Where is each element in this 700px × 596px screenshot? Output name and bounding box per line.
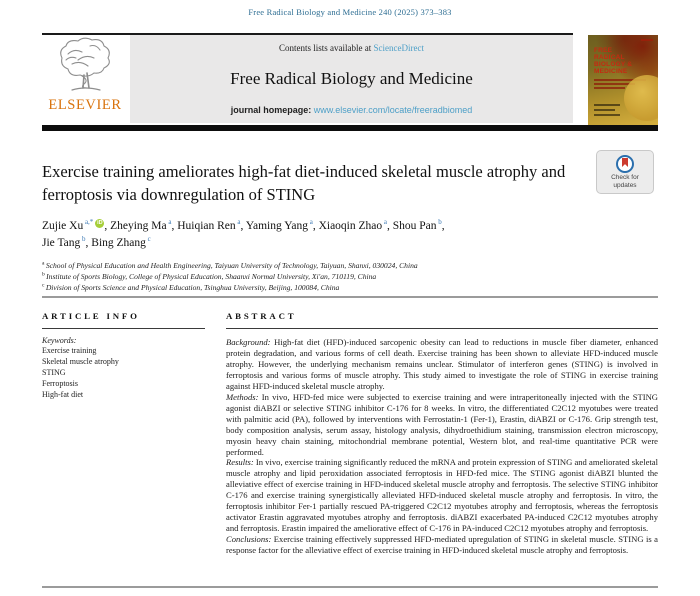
keyword: Exercise training	[42, 346, 97, 355]
author-list: Zujie Xu $^{a,*}$ iD , Zheying Ma $^a$, Huiqian Ren $^a$, Yaming Yang $^a$, Xiaoqin Zhao $^a$, Shou Pan $^b$, Jie Tang $^b$, Bing Zhang $^c$	[42, 218, 445, 249]
cover-subtitle-lines	[594, 79, 646, 91]
author: Zujie Xu $^{a,*}$ iD	[42, 218, 103, 232]
author: Shou Pan $^b$	[392, 218, 442, 232]
keywords-list	[42, 345, 205, 400]
keywords-label: Keywords:	[42, 336, 77, 345]
section-divider-top	[42, 296, 658, 298]
author: Zheying Ma $^a$	[110, 218, 172, 232]
keyword: Skeletal muscle atrophy	[42, 357, 119, 366]
article-info-heading: ARTICLE INFO	[42, 311, 140, 321]
check-for-updates-badge[interactable]	[596, 150, 654, 194]
abstract-rule	[226, 328, 658, 329]
badge-label: Check for updates	[611, 174, 639, 190]
keyword: High-fat diet	[42, 390, 84, 399]
abstract-section: Conclusions: Exercise training effectively suppressed HFD-mediated upregulation of STING in skeletal muscle. STING is a response factor for the alleviative effect of exercise training in HFD-induced skeletal muscle atrophy and ferroptosis.	[226, 534, 658, 556]
abstract-section: Results: In vivo, exercise training significantly reduced the mRNA and protein expression of STING and ameliorated skeletal muscle atrophy and lipid peroxidation associated ferroptosis in HFD-fed mice. The STING agonist diABZI blunted the alleviative effect of exercise training in HFD-induced skeletal muscle atrophy and ferroptosis. The selective STING inhibitor C-176 and exercise training synergistically alleviated HFD-induced skeletal muscle atrophy and ferroptosis. In vitro, the ferroptosis inhibitor Fer-1 partially rescued PA-triggered C2C12 myotubes atrophy and ferroptosis, whereas the ferroptosis activator Erastin aggravated myotubes atrophy and ferroptosis. diABZI exacerbated PA-induced C2C12 myotubes atrophy and ferroptosis. Erastin impaired the ameliorative effect of C-176 in PA-induced C2C12 myotubes atrophy and ferroptosis.	[226, 457, 658, 534]
abstract-section: Background: High-fat diet (HFD)-induced sarcopenic obesity can lead to reductions in muscle fiber diameter, enhanced protein degradation, and various forms of cell death. Exercise training has been shown to alleviate HFD-induced muscle atrophy. However, the underlying mechanism remains unclear. Stimulator of interferon genes (STING) is involved in ferroptosis and various forms of muscle atrophy. This study aimed to investigate the role of STING in exercise training against HFD-induced skeletal muscle atrophy.	[226, 337, 658, 391]
article-info-column	[42, 311, 205, 400]
abstract-section: Methods: In vivo, HFD-fed mice were subjected to exercise training and were intraperitoneally injected with the STING agonist diABZI or selective STING inhibitor C-176 for 8 weeks. In vitro, the differentiated C2C12 myotubes were treated with palmitic acid (PA), followed by interventions with Ferrostatin-1 (Fer-1), Erastin, diABZI or C-176. Grip strength test, body composition analysis, serum assay, histology analysis, dihydroethidium staining, transmission electron microscopy, myosin heavy chain staining, mitochondrial membrane potential, Western blot, and real-time quantitative PCR were performed.	[226, 391, 658, 457]
orcid-icon[interactable]: iD	[97, 220, 103, 227]
affiliation: $^a$ School of Physical Education and Health Engineering, Taiyuan University of Technology, Taiyuan, Shanxi, 030024, China	[42, 260, 418, 270]
author: Yaming Yang $^a$	[245, 218, 313, 232]
journal-header-panel	[130, 35, 573, 123]
crossmark-icon	[616, 155, 634, 173]
abstract-column	[226, 311, 658, 556]
keyword: STING	[42, 368, 66, 377]
elsevier-logo[interactable]	[42, 36, 128, 122]
article-title: Exercise training ameliorates high-fat diet-induced skeletal muscle atrophy and ferroptosis via downregulation of STING	[42, 162, 566, 204]
cover-title: FREE RADICAL BIOLOGY & MEDICINE	[594, 47, 633, 76]
elsevier-wordmark: ELSEVIER	[48, 97, 122, 113]
contents-text: Contents lists available at	[279, 43, 374, 53]
cover-footer-marks	[594, 104, 620, 119]
homepage-label: journal homepage:	[230, 105, 314, 115]
homepage-link[interactable]: www.elsevier.com/locate/freeradbiomed	[313, 105, 473, 115]
contents-line	[279, 43, 424, 53]
author: Jie Tang $^b$	[42, 234, 86, 249]
cover-corner-text	[641, 39, 653, 41]
affiliation: $^b$ Institute of Sports Biology, College of Physical Education, Shaanxi Normal University, Xi'an, 710119, China	[42, 271, 377, 281]
affiliation-list	[42, 261, 418, 293]
section-divider-bottom	[42, 586, 658, 588]
author: Huiqian Ren $^a$	[177, 218, 241, 232]
homepage-line	[231, 105, 473, 115]
author: Xiaoqin Zhao $^a$	[318, 218, 387, 232]
sciencedirect-link[interactable]: ScienceDirect	[373, 43, 424, 53]
journal-title: Free Radical Biology and Medicine	[230, 69, 473, 88]
journal-cover-thumbnail[interactable]	[588, 35, 658, 127]
abstract-heading: ABSTRACT	[226, 311, 297, 321]
elsevier-tree-icon	[54, 36, 116, 96]
header-bottom-bar	[42, 125, 658, 131]
article-info-rule	[42, 328, 205, 329]
affiliation: $^c$ Division of Sports Science and Physical Education, Tsinghua University, Beijing, 100084, China	[42, 282, 340, 292]
running-head-citation: Free Radical Biology and Medicine 240 (2025) 373–383	[248, 7, 452, 17]
abstract-body	[226, 337, 658, 556]
keyword: Ferroptosis	[42, 379, 78, 388]
author: Bing Zhang $^c$	[91, 234, 151, 249]
